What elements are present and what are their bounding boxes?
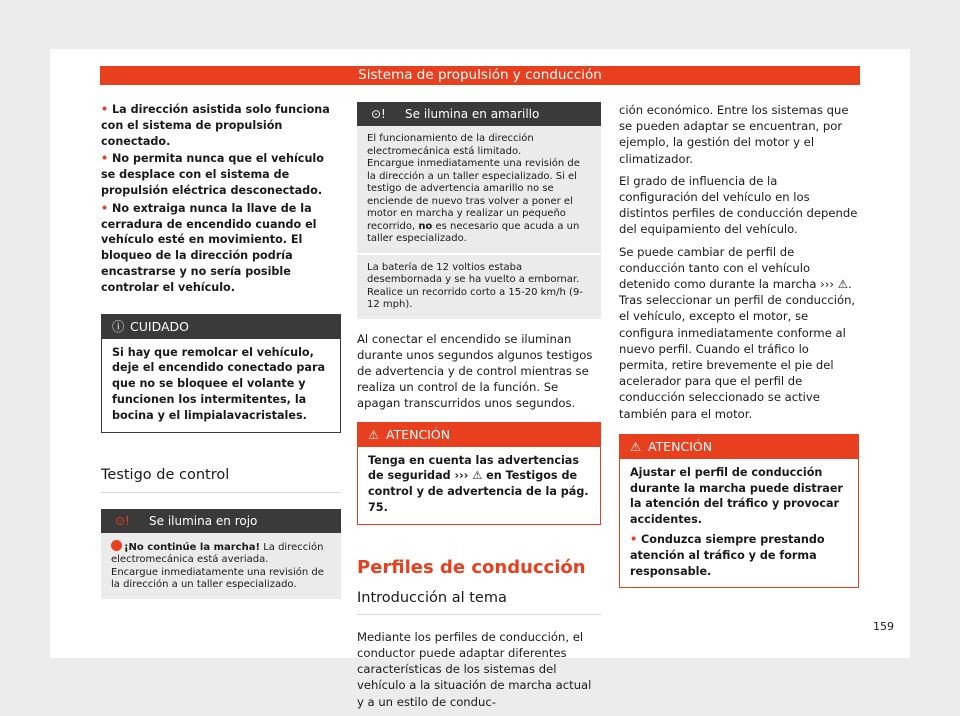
- paragraph: Mediante los perfiles de conducción, el conductor puede adaptar diferentes características de los sistemas del vehículo a la situación de marcha actual y a un estilo de conduc-: [357, 629, 592, 709]
- bullet-item: • La dirección asistida solo funciona con el sistema de propulsión conectado.: [101, 103, 330, 148]
- atencion-body: Ajustar el perfil de conducción durante la marcha puede distraer la atención del tráfico y provocar accidentes. • Conduzca siempre prestando atención al tráfico y de forma responsable.: [630, 465, 843, 578]
- column-left: [101, 102, 341, 599]
- atencion-header: ⚠ ATENCIÓN: [620, 435, 858, 459]
- chapter-heading: Perfiles de conducción: [357, 556, 586, 578]
- paragraph: ción económico. Entre los sistemas que se pueden adaptar se encuentran, por ejemplo, la gestión del motor y el climatizador.: [619, 103, 849, 166]
- bullet-icon: •: [101, 201, 113, 215]
- steering-warning-icon: ⊙!: [115, 513, 130, 528]
- page-number: 159: [873, 620, 894, 633]
- cuidado-box: [101, 314, 341, 433]
- bullet-item: • No permita nunca que el vehículo se desplace con el sistema de propulsión eléctrica desconectado.: [101, 152, 324, 197]
- red-warning-bar: ⊙! Se ilumina en rojo: [101, 509, 341, 533]
- paragraph: El grado de influencia de la configuración del vehículo en los distintos perfiles de conducción depende del equipamiento del vehículo.: [619, 173, 858, 237]
- atencion-box: [619, 434, 859, 589]
- cuidado-text: Si hay que remolcar el vehículo, deje el encendido conectado para que no se bloquee el volante y funcionen los intermitentes, la bocina y el limpialavacristales.: [112, 345, 326, 422]
- cuidado-header: ⓘ CUIDADO: [102, 315, 340, 339]
- amber-battery-note: La batería de 12 voltios estaba desembornada y se ha vuelto a embornar. Realice un recorrido corto a 15-20 km/h (9-12 mph).: [357, 255, 601, 319]
- subheading: Introducción al tema: [357, 588, 601, 615]
- amber-warning-bar: ⊙! Se ilumina en amarillo: [357, 102, 601, 126]
- page-header: Sistema de propulsión y conducción: [100, 66, 860, 85]
- atencion-header: ⚠ ATENCIÓN: [358, 423, 600, 447]
- column-middle: [357, 102, 601, 716]
- paragraph: Se puede cambiar de perfil de conducción tanto con el vehículo detenido como durante la marcha ››› ⚠. Tras seleccionar un perfil de conducción, el vehículo, excepto el motor, se configura inmediatamente conforme al nuevo perfil. Cuando el tráfico lo permita, retire brevemente el pie del acelerador para que el perfil de conducción seleccionado se active también para el motor.: [619, 244, 856, 421]
- warning-triangle-icon: ⚠: [368, 426, 380, 442]
- paragraph: Al conectar el encendido se iluminan durante unos segundos algunos testigos de advertencia y de control mientras se realiza un control de la función. Se apagan transcurridos unos segundos.: [357, 331, 593, 411]
- steering-warning-icon: ⊙!: [371, 107, 386, 121]
- warning-triangle-icon: ⚠: [630, 438, 642, 454]
- amber-warning-body: El funcionamiento de la dirección electromecánica está limitado. Encargue inmediatamente una revisión de la dirección a un taller especializado. Si el testigo de advertencia amarillo no se enciende de nuevo tras volver a poner el motor en marcha y realizar un pequeño recorrido, no es necesario que acuda a un taller especializado.: [357, 126, 601, 253]
- red-warning-body: ¡No continúe la marcha! La dirección electromecánica está averiada. Encargue inmediatamente una revisión de la dirección a un taller especializado.: [101, 533, 341, 599]
- section-title: Testigo de control: [101, 461, 341, 493]
- info-icon: ⓘ: [112, 318, 125, 334]
- bullet-icon: •: [101, 152, 113, 166]
- atencion-text: Tenga en cuenta las advertencias de seguridad ››› ⚠ en Testigos de control y de advertencia de la pág. 75.: [368, 453, 589, 514]
- atencion-box: [357, 422, 601, 525]
- bullet-item: • No extraiga nunca la llave de la cerradura de encendido cuando el vehículo esté en movimiento. El bloqueo de la dirección podría encastrarse y no sería posible controlar el vehículo.: [101, 201, 317, 294]
- column-right: [619, 102, 859, 588]
- bullet-icon: •: [101, 103, 113, 116]
- steering-red-icon: [111, 540, 122, 551]
- bullet-icon: •: [630, 533, 642, 547]
